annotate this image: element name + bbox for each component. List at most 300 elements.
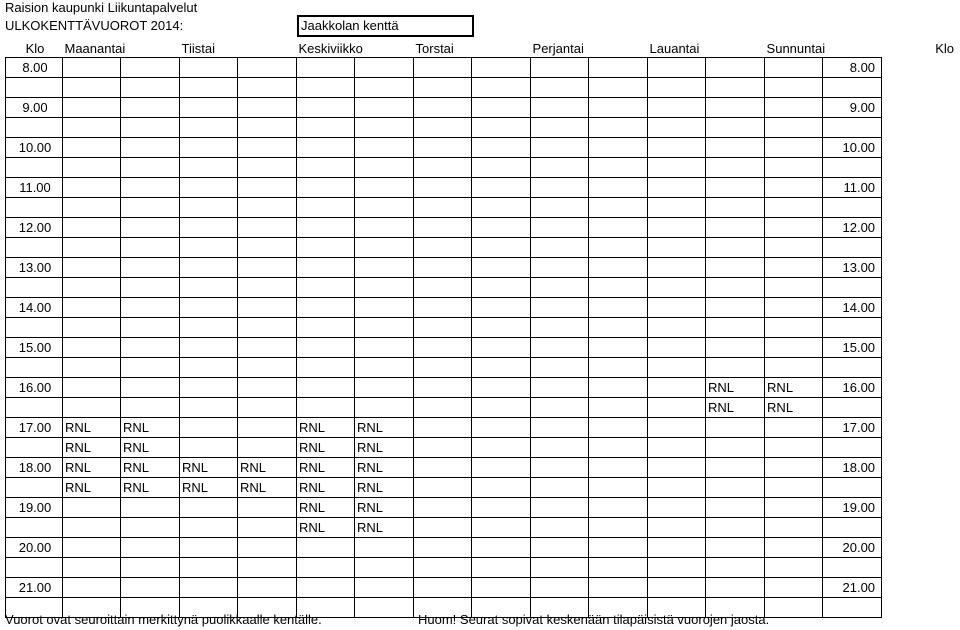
slot-cell[interactable] [121,578,180,598]
slot-cell[interactable] [63,498,121,518]
slot-cell[interactable] [589,558,648,578]
slot-cell[interactable]: RNL [765,378,823,398]
slot-cell[interactable] [414,98,472,118]
slot-cell[interactable] [706,138,765,158]
slot-cell[interactable] [472,378,531,398]
slot-cell[interactable] [297,378,355,398]
slot-cell[interactable] [414,558,472,578]
slot-cell[interactable] [589,358,648,378]
slot-cell[interactable] [531,538,589,558]
slot-cell[interactable] [414,318,472,338]
slot-cell[interactable] [180,238,238,258]
slot-cell[interactable] [355,358,414,378]
slot-cell[interactable] [297,318,355,338]
slot-cell[interactable] [180,498,238,518]
slot-cell[interactable] [765,298,823,318]
slot-cell[interactable] [648,78,706,98]
slot-cell[interactable] [648,438,706,458]
slot-cell[interactable] [472,358,531,378]
slot-cell[interactable] [472,498,531,518]
slot-cell[interactable] [765,78,823,98]
slot-cell[interactable] [180,278,238,298]
slot-cell[interactable] [589,498,648,518]
slot-cell[interactable] [355,218,414,238]
slot-cell[interactable] [355,118,414,138]
slot-cell[interactable] [238,118,297,138]
slot-cell[interactable] [63,158,121,178]
slot-cell[interactable] [238,278,297,298]
slot-cell[interactable] [121,338,180,358]
slot-cell[interactable] [297,298,355,318]
slot-cell[interactable] [531,498,589,518]
slot-cell[interactable] [472,318,531,338]
slot-cell[interactable] [765,438,823,458]
slot-cell[interactable] [355,378,414,398]
slot-cell[interactable] [238,98,297,118]
slot-cell[interactable] [121,258,180,278]
slot-cell[interactable] [63,178,121,198]
slot-cell[interactable] [648,238,706,258]
slot-cell[interactable] [706,58,765,78]
slot-cell[interactable]: RNL [63,418,121,438]
slot-cell[interactable] [121,278,180,298]
slot-cell[interactable] [648,298,706,318]
slot-cell[interactable] [414,418,472,438]
slot-cell[interactable]: RNL [297,518,355,538]
slot-cell[interactable] [238,518,297,538]
slot-cell[interactable] [765,338,823,358]
slot-cell[interactable] [589,378,648,398]
slot-cell[interactable] [706,258,765,278]
slot-cell[interactable]: RNL [355,498,414,518]
slot-cell[interactable] [180,58,238,78]
slot-cell[interactable] [648,138,706,158]
slot-cell[interactable] [589,418,648,438]
slot-cell[interactable] [297,118,355,138]
slot-cell[interactable] [297,158,355,178]
slot-cell[interactable] [531,458,589,478]
slot-cell[interactable] [238,338,297,358]
slot-cell[interactable] [355,198,414,218]
slot-cell[interactable]: RNL [63,438,121,458]
slot-cell[interactable] [355,98,414,118]
slot-cell[interactable]: RNL [355,438,414,458]
slot-cell[interactable] [63,338,121,358]
slot-cell[interactable] [765,98,823,118]
slot-cell[interactable] [589,538,648,558]
slot-cell[interactable] [706,338,765,358]
slot-cell[interactable] [355,138,414,158]
slot-cell[interactable] [589,78,648,98]
slot-cell[interactable] [63,298,121,318]
slot-cell[interactable] [297,178,355,198]
slot-cell[interactable] [472,158,531,178]
slot-cell[interactable] [472,298,531,318]
slot-cell[interactable] [531,478,589,498]
slot-cell[interactable] [589,278,648,298]
slot-cell[interactable] [121,138,180,158]
slot-cell[interactable]: RNL [706,398,765,418]
slot-cell[interactable] [355,318,414,338]
slot-cell[interactable] [706,438,765,458]
slot-cell[interactable] [297,238,355,258]
slot-cell[interactable] [472,58,531,78]
slot-cell[interactable] [589,338,648,358]
slot-cell[interactable] [238,578,297,598]
slot-cell[interactable] [238,318,297,338]
slot-cell[interactable] [121,118,180,138]
slot-cell[interactable] [355,278,414,298]
slot-cell[interactable]: RNL [355,518,414,538]
slot-cell[interactable] [765,238,823,258]
slot-cell[interactable] [121,78,180,98]
slot-cell[interactable] [414,238,472,258]
slot-cell[interactable] [121,538,180,558]
slot-cell[interactable] [414,278,472,298]
slot-cell[interactable] [765,558,823,578]
slot-cell[interactable] [765,158,823,178]
slot-cell[interactable] [414,58,472,78]
slot-cell[interactable] [472,78,531,98]
slot-cell[interactable] [531,258,589,278]
slot-cell[interactable] [297,58,355,78]
slot-cell[interactable]: RNL [355,458,414,478]
slot-cell[interactable] [414,498,472,518]
slot-cell[interactable] [180,418,238,438]
slot-cell[interactable]: RNL [297,478,355,498]
slot-cell[interactable] [472,398,531,418]
slot-cell[interactable] [472,278,531,298]
slot-cell[interactable] [414,578,472,598]
slot-cell[interactable]: RNL [355,418,414,438]
slot-cell[interactable]: RNL [121,458,180,478]
slot-cell[interactable] [531,78,589,98]
slot-cell[interactable] [355,558,414,578]
slot-cell[interactable] [63,198,121,218]
slot-cell[interactable] [297,558,355,578]
slot-cell[interactable] [121,378,180,398]
slot-cell[interactable] [531,358,589,378]
slot-cell[interactable] [297,338,355,358]
slot-cell[interactable] [706,558,765,578]
slot-cell[interactable] [355,258,414,278]
slot-cell[interactable]: RNL [180,478,238,498]
slot-cell[interactable] [531,338,589,358]
slot-cell[interactable] [531,278,589,298]
slot-cell[interactable] [765,578,823,598]
slot-cell[interactable] [238,198,297,218]
slot-cell[interactable] [589,458,648,478]
slot-cell[interactable] [63,98,121,118]
slot-cell[interactable] [648,338,706,358]
slot-cell[interactable] [531,578,589,598]
slot-cell[interactable] [121,158,180,178]
slot-cell[interactable] [238,238,297,258]
slot-cell[interactable] [531,518,589,538]
slot-cell[interactable] [589,178,648,198]
slot-cell[interactable] [531,418,589,438]
slot-cell[interactable]: RNL [180,458,238,478]
slot-cell[interactable] [180,358,238,378]
slot-cell[interactable] [765,418,823,438]
slot-cell[interactable] [531,58,589,78]
slot-cell[interactable] [121,398,180,418]
slot-cell[interactable] [414,138,472,158]
slot-cell[interactable] [63,318,121,338]
slot-cell[interactable] [180,198,238,218]
slot-cell[interactable] [355,158,414,178]
slot-cell[interactable] [648,578,706,598]
slot-cell[interactable] [589,258,648,278]
slot-cell[interactable] [355,178,414,198]
slot-cell[interactable]: RNL [121,418,180,438]
slot-cell[interactable] [414,378,472,398]
slot-cell[interactable] [355,78,414,98]
slot-cell[interactable] [414,518,472,538]
slot-cell[interactable] [706,178,765,198]
slot-cell[interactable] [121,498,180,518]
slot-cell[interactable] [765,138,823,158]
slot-cell[interactable] [765,518,823,538]
slot-cell[interactable] [180,98,238,118]
slot-cell[interactable] [531,218,589,238]
slot-cell[interactable] [531,158,589,178]
slot-cell[interactable] [472,558,531,578]
slot-cell[interactable] [297,258,355,278]
slot-cell[interactable] [472,518,531,538]
slot-cell[interactable] [238,138,297,158]
slot-cell[interactable] [765,458,823,478]
slot-cell[interactable] [472,458,531,478]
slot-cell[interactable] [472,198,531,218]
slot-cell[interactable] [180,578,238,598]
slot-cell[interactable] [414,218,472,238]
slot-cell[interactable]: RNL [121,438,180,458]
slot-cell[interactable]: RNL [297,498,355,518]
slot-cell[interactable] [765,258,823,278]
slot-cell[interactable] [63,218,121,238]
slot-cell[interactable] [648,498,706,518]
slot-cell[interactable] [531,438,589,458]
slot-cell[interactable] [63,538,121,558]
slot-cell[interactable] [180,158,238,178]
field-name-box[interactable]: Jaakkolan kenttä [297,15,474,37]
slot-cell[interactable] [414,458,472,478]
slot-cell[interactable] [648,318,706,338]
slot-cell[interactable] [765,498,823,518]
slot-cell[interactable] [589,318,648,338]
slot-cell[interactable] [648,478,706,498]
slot-cell[interactable]: RNL [297,438,355,458]
slot-cell[interactable] [706,458,765,478]
slot-cell[interactable] [180,518,238,538]
slot-cell[interactable] [472,258,531,278]
slot-cell[interactable] [589,238,648,258]
slot-cell[interactable] [765,478,823,498]
slot-cell[interactable] [765,278,823,298]
slot-cell[interactable] [355,298,414,318]
slot-cell[interactable] [121,358,180,378]
slot-cell[interactable] [531,398,589,418]
slot-cell[interactable] [238,558,297,578]
slot-cell[interactable] [706,298,765,318]
slot-cell[interactable] [414,538,472,558]
slot-cell[interactable] [414,258,472,278]
slot-cell[interactable] [472,438,531,458]
slot-cell[interactable] [414,338,472,358]
slot-cell[interactable] [414,358,472,378]
slot-cell[interactable] [63,118,121,138]
slot-cell[interactable] [121,98,180,118]
slot-cell[interactable] [180,318,238,338]
slot-cell[interactable] [589,98,648,118]
slot-cell[interactable] [355,538,414,558]
slot-cell[interactable] [238,218,297,238]
slot-cell[interactable] [355,598,414,618]
slot-cell[interactable] [765,538,823,558]
slot-cell[interactable] [531,378,589,398]
slot-cell[interactable] [589,58,648,78]
slot-cell[interactable] [63,258,121,278]
slot-cell[interactable] [706,478,765,498]
slot-cell[interactable]: RNL [706,378,765,398]
slot-cell[interactable] [180,538,238,558]
slot-cell[interactable] [180,438,238,458]
slot-cell[interactable] [648,178,706,198]
slot-cell[interactable] [706,418,765,438]
slot-cell[interactable] [706,578,765,598]
slot-cell[interactable] [648,458,706,478]
slot-cell[interactable] [63,558,121,578]
slot-cell[interactable] [238,58,297,78]
slot-cell[interactable] [648,418,706,438]
slot-cell[interactable] [121,198,180,218]
slot-cell[interactable] [297,358,355,378]
slot-cell[interactable] [238,498,297,518]
slot-cell[interactable] [121,178,180,198]
slot-cell[interactable] [589,218,648,238]
slot-cell[interactable] [472,238,531,258]
slot-cell[interactable] [297,278,355,298]
slot-cell[interactable] [765,58,823,78]
slot-cell[interactable] [706,518,765,538]
slot-cell[interactable] [589,478,648,498]
slot-cell[interactable] [238,398,297,418]
slot-cell[interactable] [648,278,706,298]
slot-cell[interactable] [648,58,706,78]
slot-cell[interactable] [121,318,180,338]
slot-cell[interactable] [706,158,765,178]
slot-cell[interactable] [63,238,121,258]
slot-cell[interactable] [765,218,823,238]
slot-cell[interactable] [706,218,765,238]
slot-cell[interactable] [648,198,706,218]
slot-cell[interactable] [121,58,180,78]
slot-cell[interactable] [121,518,180,538]
slot-cell[interactable] [180,78,238,98]
slot-cell[interactable] [414,298,472,318]
slot-cell[interactable] [63,518,121,538]
slot-cell[interactable] [472,98,531,118]
slot-cell[interactable] [589,398,648,418]
slot-cell[interactable] [648,358,706,378]
slot-cell[interactable] [414,478,472,498]
slot-cell[interactable] [180,338,238,358]
slot-cell[interactable] [297,398,355,418]
slot-cell[interactable] [297,578,355,598]
slot-cell[interactable] [648,538,706,558]
slot-cell[interactable] [706,318,765,338]
slot-cell[interactable] [589,198,648,218]
slot-cell[interactable]: RNL [297,418,355,438]
slot-cell[interactable] [706,238,765,258]
slot-cell[interactable] [297,198,355,218]
slot-cell[interactable] [706,278,765,298]
slot-cell[interactable] [121,218,180,238]
slot-cell[interactable] [180,118,238,138]
slot-cell[interactable] [63,138,121,158]
slot-cell[interactable] [414,158,472,178]
slot-cell[interactable] [706,538,765,558]
slot-cell[interactable] [648,158,706,178]
slot-cell[interactable] [355,238,414,258]
slot-cell[interactable]: RNL [765,398,823,418]
slot-cell[interactable] [238,258,297,278]
slot-cell[interactable] [355,338,414,358]
slot-cell[interactable] [531,318,589,338]
slot-cell[interactable] [180,378,238,398]
slot-cell[interactable] [472,218,531,238]
slot-cell[interactable] [297,538,355,558]
slot-cell[interactable] [414,78,472,98]
slot-cell[interactable] [414,198,472,218]
slot-cell[interactable] [765,198,823,218]
slot-cell[interactable] [180,138,238,158]
slot-cell[interactable] [63,78,121,98]
slot-cell[interactable] [63,278,121,298]
slot-cell[interactable] [648,258,706,278]
slot-cell[interactable] [355,578,414,598]
slot-cell[interactable]: RNL [63,478,121,498]
slot-cell[interactable] [355,58,414,78]
slot-cell[interactable] [180,558,238,578]
slot-cell[interactable] [472,578,531,598]
slot-cell[interactable] [706,98,765,118]
slot-cell[interactable] [531,198,589,218]
slot-cell[interactable] [472,118,531,138]
slot-cell[interactable] [238,358,297,378]
slot-cell[interactable] [472,138,531,158]
slot-cell[interactable] [472,538,531,558]
slot-cell[interactable] [63,358,121,378]
slot-cell[interactable] [589,578,648,598]
slot-cell[interactable] [238,418,297,438]
slot-cell[interactable] [180,178,238,198]
slot-cell[interactable] [472,418,531,438]
slot-cell[interactable] [414,178,472,198]
slot-cell[interactable] [531,178,589,198]
slot-cell[interactable] [414,398,472,418]
slot-cell[interactable] [297,78,355,98]
slot-cell[interactable] [297,218,355,238]
slot-cell[interactable] [765,598,823,618]
slot-cell[interactable]: RNL [238,458,297,478]
slot-cell[interactable] [648,398,706,418]
slot-cell[interactable] [531,298,589,318]
slot-cell[interactable] [297,138,355,158]
slot-cell[interactable]: RNL [238,478,297,498]
slot-cell[interactable] [472,178,531,198]
